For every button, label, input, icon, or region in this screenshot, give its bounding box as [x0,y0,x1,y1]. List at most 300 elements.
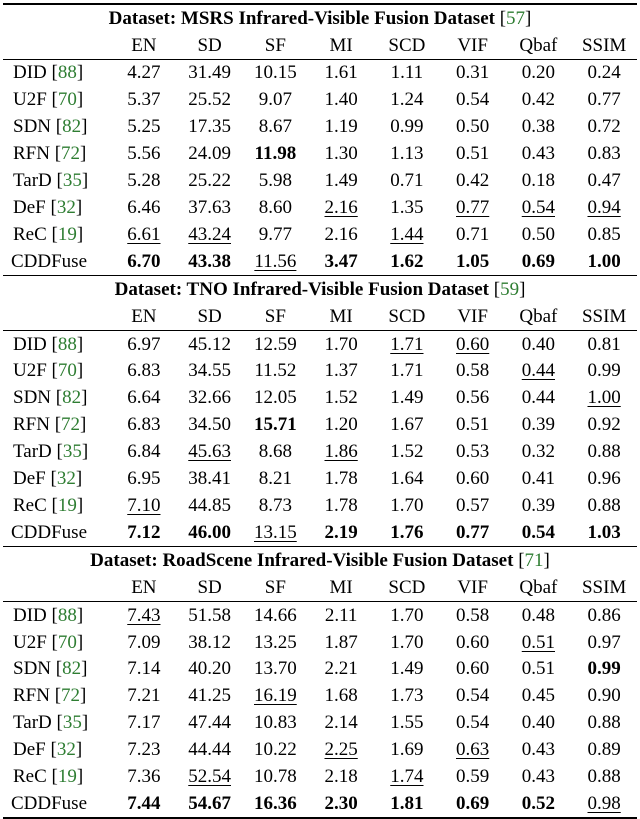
method-cell: ReC [19] [13,494,84,516]
value-cell [506,439,572,466]
value-cell [374,221,440,248]
method-cell: U2F [70] [13,360,84,382]
metric-value: 38.41 [188,468,231,490]
metric-value: 7.21 [127,685,161,707]
value-cell [177,221,243,248]
value-cell [111,331,177,358]
value-cell [243,683,309,710]
header-blank-cell [3,575,111,602]
value-cell [243,385,309,412]
metric-value: 14.66 [254,604,297,626]
metric-value: 1.76 [390,521,424,543]
column-header: SF [264,35,286,56]
method-name: DeF [13,468,46,490]
metric-value: 0.54 [521,521,555,543]
metric-value: 34.50 [188,414,231,436]
metric-value: 6.61 [127,223,161,245]
metric-value: 0.99 [587,360,621,382]
method-cell [3,790,111,818]
value-cell [571,439,637,466]
value-cell [571,248,637,275]
citation-link[interactable]: 82 [62,658,82,680]
metric-value: 25.52 [188,89,231,111]
method-name: U2F [13,360,47,382]
value-cell [374,466,440,493]
value-cell [243,466,309,493]
value-cell [243,331,309,358]
value-cell [506,221,572,248]
metric-value: 1.78 [324,468,358,490]
citation-link[interactable]: 88 [57,604,77,626]
metric-value: 0.58 [456,360,490,382]
metric-value: 24.09 [188,143,231,165]
citation-link[interactable]: 19 [57,494,77,516]
metric-value: 0.81 [587,333,621,355]
metric-value: 1.78 [324,494,358,516]
column-header: VIF [457,35,488,56]
metric-value: 51.58 [188,604,231,626]
value-cell [177,519,243,546]
value-cell [506,331,572,358]
table-row [3,737,637,764]
section-title: Dataset: MSRS Infrared-Visible Fusion Dataset [57] [3,4,637,33]
citation-link[interactable]: 72 [61,143,81,165]
value-cell [440,114,506,141]
metric-value: 1.52 [324,387,358,409]
column-header: SF [264,306,286,328]
method-cell: DeF [32] [13,196,83,218]
column-header: SSIM [581,577,627,599]
table-row [3,466,637,493]
citation-link[interactable]: 82 [62,116,82,138]
metric-value: 2.16 [324,223,358,245]
value-cell [177,412,243,439]
value-cell [243,764,309,791]
value-cell [571,790,637,818]
method-name: DID [13,604,47,626]
metric-value: 17.35 [188,116,231,138]
value-cell [374,656,440,683]
metric-value: 0.43 [521,766,555,788]
metric-value: 0.88 [587,441,621,463]
value-cell [308,114,374,141]
metric-value: 6.70 [127,250,161,272]
method-name: RFN [13,685,50,707]
metric-value: 5.37 [127,89,161,111]
value-cell [308,602,374,629]
method-cell: RFN [72] [13,685,87,707]
metric-value: 0.90 [587,685,621,707]
value-cell [571,629,637,656]
metric-value: 45.12 [188,333,231,355]
column-header: EN [131,306,157,328]
metric-value: 1.00 [587,250,621,272]
value-cell [374,385,440,412]
citation-link[interactable]: 32 [56,739,76,761]
metric-value: 0.45 [521,685,555,707]
value-cell [111,60,177,87]
citation-link[interactable]: 72 [61,414,81,436]
value-cell [374,737,440,764]
value-cell [571,87,637,114]
metric-value: 1.86 [324,441,358,463]
citation-link[interactable]: 35 [62,170,82,191]
method-cell: TarD [35] [13,441,89,463]
section-title: Dataset: RoadScene Infrared-Visible Fusion Dataset [71] [3,547,637,576]
metric-value: 0.99 [390,116,424,138]
metric-value: 43.24 [188,223,231,245]
metric-value: 10.83 [254,712,297,734]
value-cell [243,141,309,168]
metric-value: 9.07 [258,89,292,111]
metric-value: 0.44 [521,360,555,382]
column-header: SD [197,35,222,56]
value-cell [308,710,374,737]
value-cell [506,114,572,141]
value-cell [506,412,572,439]
metric-value: 16.19 [254,685,297,707]
method-cell [3,519,111,546]
column-header: VIF [457,306,488,328]
value-cell [440,492,506,519]
value-cell [440,385,506,412]
value-cell [308,194,374,221]
value-cell [308,60,374,87]
metric-value: 45.63 [188,441,231,463]
value-cell [308,412,374,439]
citation-link[interactable]: 19 [57,766,77,788]
value-cell [506,466,572,493]
metric-value: 52.54 [188,766,231,788]
metric-value: 0.77 [456,196,490,218]
method-cell: ReC [19] [13,223,84,245]
value-cell [374,790,440,818]
method-name: RFN [13,143,50,165]
column-header: SCD [388,577,426,599]
table-row [3,141,637,168]
method-cell: DeF [32] [13,468,83,490]
column-header-row [3,575,637,602]
metric-value: 0.60 [456,333,490,355]
table-row [3,412,637,439]
metric-value: 0.39 [521,494,555,516]
metric-value: 2.30 [324,792,358,814]
table-row [3,248,637,275]
value-cell [111,656,177,683]
metric-value: 0.52 [521,792,555,814]
value-cell [177,439,243,466]
metric-value: 0.43 [521,739,555,761]
section-title-row [3,4,637,33]
method-name: TarD [13,170,52,191]
table-row [3,710,637,737]
value-cell [374,358,440,385]
value-cell [111,602,177,629]
metric-value: 11.98 [254,143,297,165]
value-cell [374,519,440,546]
metric-value: 0.53 [456,441,490,463]
value-cell [177,248,243,275]
metric-value: 1.24 [390,89,424,111]
metric-value: 6.97 [127,333,161,355]
metric-value: 1.49 [390,387,424,409]
metric-value: 16.36 [254,792,297,814]
metric-value: 1.67 [390,414,424,436]
value-cell [177,385,243,412]
value-cell [571,737,637,764]
metric-value: 0.51 [521,658,555,680]
citation-link[interactable]: 88 [57,62,77,84]
value-cell [571,492,637,519]
metric-value: 7.44 [127,792,161,814]
column-header: EN [131,35,157,56]
metric-value: 5.98 [258,170,292,191]
citation-link[interactable]: 72 [61,685,81,707]
metric-value: 0.60 [456,631,490,653]
metric-value: 11.56 [254,250,297,272]
method-cell: SDN [82] [13,387,88,409]
metric-value: 2.21 [324,658,358,680]
value-cell [374,683,440,710]
citation-link[interactable]: 71 [524,550,544,572]
column-header: EN [131,577,157,599]
column-header-row [3,33,637,60]
metric-value: 0.20 [521,62,555,84]
method-name: ReC [13,766,47,788]
metric-value: 0.69 [456,792,490,814]
value-cell [177,60,243,87]
section-title-row [3,547,637,576]
value-cell [506,87,572,114]
citation-link[interactable]: 70 [57,631,77,653]
metric-value: 10.22 [254,739,297,761]
value-cell [374,87,440,114]
value-cell [177,683,243,710]
value-cell [374,248,440,275]
metric-value: 40.20 [188,658,231,680]
citation-link[interactable]: 32 [56,196,76,218]
value-cell [506,764,572,791]
metric-value: 1.30 [324,143,358,165]
value-cell [571,683,637,710]
citation-link[interactable]: 35 [62,441,82,463]
value-cell [374,710,440,737]
method-cell: TarD [35] [13,712,89,734]
value-cell [571,602,637,629]
method-name: U2F [13,631,47,653]
metric-value: 37.63 [188,196,231,218]
value-cell [374,60,440,87]
metric-value: 1.03 [587,521,621,543]
value-cell [440,87,506,114]
value-cell [111,629,177,656]
table-row [3,602,637,629]
metric-value: 0.72 [587,116,621,138]
value-cell [111,141,177,168]
metric-value: 1.00 [587,387,621,409]
metric-value: 32.66 [188,387,231,409]
value-cell [571,194,637,221]
value-cell [571,114,637,141]
value-cell [440,141,506,168]
method-cell: RFN [72] [13,414,87,436]
metric-value: 2.11 [324,604,358,626]
value-cell [440,439,506,466]
method-name: RFN [13,414,50,436]
metric-value: 0.77 [587,89,621,111]
value-cell [308,385,374,412]
citation-link[interactable]: 59 [500,279,520,301]
value-cell [111,519,177,546]
metric-value: 0.99 [587,658,621,680]
value-cell [571,519,637,546]
metric-value: 7.23 [127,739,161,761]
method-cell [3,248,111,275]
citation-link[interactable]: 70 [57,360,77,382]
metric-value: 2.14 [324,712,358,734]
method-name: ReC [13,223,47,245]
column-header: SF [264,577,286,599]
value-cell [374,412,440,439]
metric-value: 1.70 [390,631,424,653]
value-cell [111,737,177,764]
metric-value: 0.42 [521,89,555,111]
metric-value: 12.59 [254,333,297,355]
value-cell [111,248,177,275]
metric-value: 1.64 [390,468,424,490]
metric-value: 0.58 [456,604,490,626]
metric-value: 6.95 [127,468,161,490]
method-cell: SDN [82] [13,116,88,138]
value-cell [571,168,637,195]
value-cell [506,385,572,412]
value-cell [308,358,374,385]
value-cell [440,248,506,275]
value-cell [111,790,177,818]
method-name: DID [13,333,47,355]
value-cell [440,519,506,546]
citation-link[interactable]: 82 [62,387,82,409]
method-cell: DID [88] [3,602,111,629]
value-cell [111,221,177,248]
value-cell [177,331,243,358]
table-row [3,194,637,221]
citation-link[interactable]: 57 [506,8,526,29]
column-header: SD [197,577,222,599]
value-cell [506,683,572,710]
value-cell [571,221,637,248]
metric-value: 25.22 [188,170,231,191]
table-row [3,656,637,683]
value-cell [308,439,374,466]
section-title-text: Dataset: RoadScene Infrared-Visible Fusion Dataset [90,550,514,572]
citation-link[interactable]: 19 [57,223,77,245]
metric-value: 0.97 [587,631,621,653]
metric-value: 0.71 [456,223,490,245]
metric-value: 0.60 [456,658,490,680]
metric-value: 12.05 [254,387,297,409]
metric-value: 34.55 [188,360,231,382]
metric-value: 1.71 [390,333,424,355]
metric-value: 1.70 [324,333,358,355]
metric-value: 0.92 [587,414,621,436]
value-cell [243,629,309,656]
metric-value: 7.43 [127,604,161,626]
value-cell [177,114,243,141]
metric-value: 1.20 [324,414,358,436]
metric-value: 0.51 [456,143,490,165]
metric-value: 0.40 [521,712,555,734]
citation-link[interactable]: 32 [56,468,76,490]
metric-value: 0.42 [456,170,490,191]
citation-link[interactable]: 70 [57,89,77,111]
column-header: MI [329,306,353,328]
value-cell [243,248,309,275]
metric-value: 11.52 [254,360,297,382]
metric-value: 5.28 [127,170,161,191]
metric-value: 0.56 [456,387,490,409]
metric-value: 0.88 [587,712,621,734]
value-cell [440,764,506,791]
metric-value: 0.39 [521,414,555,436]
metric-value: 1.55 [390,712,424,734]
method-cell: ReC [19] [13,766,84,788]
value-cell [243,519,309,546]
metric-value: 10.15 [254,62,297,84]
metric-value: 47.44 [188,712,231,734]
value-cell [506,790,572,818]
value-cell [440,629,506,656]
metric-value: 7.17 [127,712,161,734]
value-cell [440,466,506,493]
value-cell [440,737,506,764]
column-header: VIF [457,577,488,599]
value-cell [571,358,637,385]
value-cell [177,358,243,385]
table-row [3,358,637,385]
value-cell [374,114,440,141]
metric-value: 2.16 [324,196,358,218]
citation-link[interactable]: 35 [62,712,82,734]
method-name: DeF [13,196,46,218]
value-cell [308,737,374,764]
method-name: ReC [13,494,47,516]
metric-value: 1.62 [390,250,424,272]
metric-value: 54.67 [188,792,231,814]
metric-value: 0.54 [456,685,490,707]
value-cell [571,656,637,683]
column-header: SD [197,306,222,328]
metric-value: 1.52 [390,441,424,463]
method-name: U2F [13,89,47,111]
metric-value: 10.78 [254,766,297,788]
results-table-container [3,3,637,819]
method-name: SDN [13,116,52,138]
value-cell [440,683,506,710]
value-cell [177,141,243,168]
metric-value: 0.57 [456,494,490,516]
method-name: CDDFuse [11,250,88,272]
value-cell [308,764,374,791]
metric-value: 1.19 [324,116,358,138]
metric-value: 8.73 [258,494,292,516]
metric-value: 0.44 [521,387,555,409]
value-cell [177,790,243,818]
citation-link[interactable]: 88 [57,333,77,355]
value-cell [177,656,243,683]
metric-value: 8.67 [258,116,292,138]
metric-value: 7.14 [127,658,161,680]
